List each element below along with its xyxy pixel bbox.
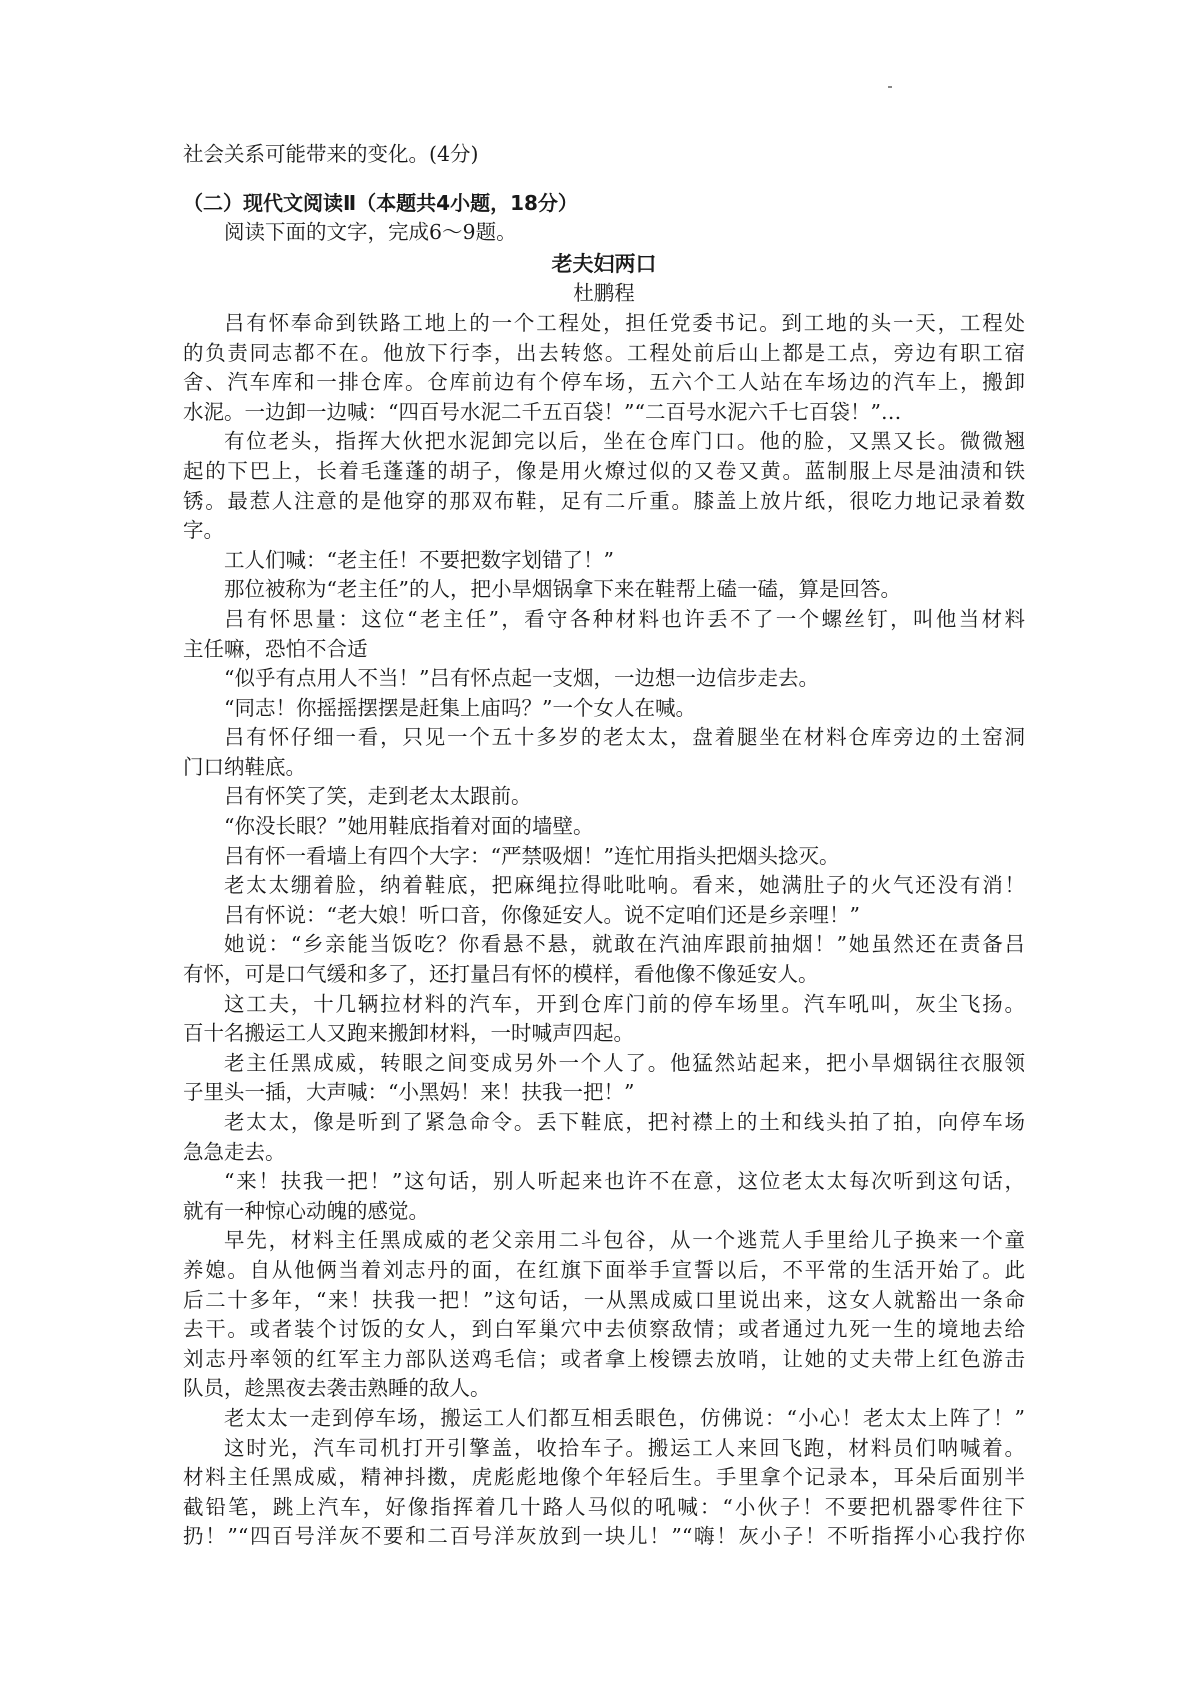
text-line: 字。 bbox=[183, 518, 224, 543]
text-line: 吕有怀奉命到铁路工地上的一个工程处，担任党委书记。到工地的头一天，工程处 bbox=[224, 310, 1025, 335]
text-line: 急急走去。 bbox=[183, 1139, 286, 1164]
text-line: “似乎有点用人不当！”吕有怀点起一支烟，一边想一边信步走去。 bbox=[224, 666, 819, 691]
text-line: 吕有怀思量：这位“老主任”，看守各种材料也许丢不了一个螺丝钉，叫他当材料 bbox=[224, 606, 1025, 631]
text-line: 舍、汽车库和一排仓库。仓库前边有个停车场，五六个工人站在车场边的汽车上，搬卸 bbox=[183, 370, 1025, 395]
page-content bbox=[183, 140, 1025, 1552]
text-line: “同志！你摇摇摆摆是赶集上庙吗？”一个女人在喊。 bbox=[224, 695, 696, 720]
text-line: 老太太，像是听到了紧急命令。丢下鞋底，把衬襟上的土和线头拍了拍，向停车场 bbox=[224, 1110, 1025, 1134]
text-line: 吕有怀一看墙上有四个大字：“严禁吸烟！”连忙用指头把烟头捻灭。 bbox=[224, 843, 840, 868]
text-line: 这时光，汽车司机打开引擎盖，收拾车子。搬运工人来回飞跑，材料员们呐喊着。 bbox=[224, 1435, 1025, 1460]
previous-question-tail: 社会关系可能带来的变化。(4分) bbox=[183, 142, 479, 166]
section-instruction: 阅读下面的文字，完成6～9题。 bbox=[224, 220, 517, 245]
text-line: 她说：“乡亲能当饭吃？你看悬不悬，就敢在汽油库跟前抽烟！”她虽然还在责备吕 bbox=[224, 932, 1025, 957]
text-line: 截铅笔，跳上汽车，好像指挥着几十路人马似的吼喊：“小伙子！不要把机器零件往下 bbox=[183, 1494, 1025, 1519]
text-line: 这工夫，十几辆拉材料的汽车，开到仓库门前的停车场里。汽车吼叫，灰尘飞扬。 bbox=[224, 991, 1025, 1016]
text-line: 材料主任黑成威，精神抖擞，虎彪彪地像个年轻后生。手里拿个记录本，耳朵后面别半 bbox=[183, 1465, 1025, 1490]
scan-speck bbox=[888, 86, 892, 88]
section-title: （二）现代文阅读Ⅱ（本题共4小题，18分） bbox=[183, 190, 578, 215]
text-line: 吕有怀仔细一看，只见一个五十多岁的老太太，盘着腿坐在材料仓库旁边的土窑洞 bbox=[224, 725, 1025, 750]
text-line: 主任嘛，恐怕不合适 bbox=[183, 636, 368, 661]
text-line: 吕有怀笑了笑，走到老太太跟前。 bbox=[224, 784, 532, 809]
text-line: 门口纳鞋底。 bbox=[183, 754, 306, 779]
text-line: 扔！”“四百号洋灰不要和二百号洋灰放到一块儿！”“嗨！灰小子！不听指挥小心我拧你 bbox=[183, 1524, 1025, 1549]
text-line: “来！扶我一把！”这句话，别人听起来也许不在意，这位老太太每次听到这句话， bbox=[224, 1169, 1025, 1194]
text-line: 吕有怀说：“老大娘！听口音，你像延安人。说不定咱们还是乡亲哩！” bbox=[224, 902, 860, 927]
text-line: 水泥。一边卸一边喊：“四百号水泥二千五百袋！”“二百号水泥六千七百袋！”… bbox=[183, 399, 902, 424]
story-body bbox=[183, 309, 1025, 1552]
text-line: 队员，趁黑夜去袭击熟睡的敌人。 bbox=[183, 1376, 491, 1401]
text-line: 早先，材料主任黑成威的老父亲用二斗包谷，从一个逃荒人手里给儿子换来一个童 bbox=[224, 1228, 1025, 1253]
story-author: 杜鹏程 bbox=[573, 281, 635, 306]
text-line: 老太太一走到停车场，搬运工人们都互相丢眼色，仿佛说：“小心！老太太上阵了！” bbox=[224, 1405, 1025, 1430]
text-line: 工人们喊：“老主任！不要把数字划错了！” bbox=[224, 547, 614, 572]
text-line: 百十名搬运工人又跑来搬卸材料，一时喊声四起。 bbox=[183, 1021, 634, 1046]
text-line: 老主任黑成威，转眼之间变成另外一个人了。他猛然站起来，把小旱烟锅往衣服领 bbox=[224, 1050, 1025, 1075]
text-line: 养媳。自从他俩当着刘志丹的面，在红旗下面举手宣誓以后，不平常的生活开始了。此 bbox=[183, 1257, 1025, 1282]
text-line: 那位被称为“老主任”的人，把小旱烟锅拿下来在鞋帮上磕一磕，算是回答。 bbox=[224, 577, 901, 602]
text-line: 有位老头，指挥大伙把水泥卸完以后，坐在仓库门口。他的脸，又黑又长。微微翘 bbox=[224, 429, 1025, 454]
text-line: 后二十多年，“来！扶我一把！”这句话，一从黑成威口里说出来，这女人就豁出一条命 bbox=[183, 1287, 1025, 1312]
text-line: 的负责同志都不在。他放下行李，出去转悠。工程处前后山上都是工点，旁边有职工宿 bbox=[183, 340, 1025, 365]
story-title: 老夫妇两口 bbox=[551, 251, 657, 276]
text-line: 子里头一插，大声喊：“小黑妈！来！扶我一把！” bbox=[183, 1080, 635, 1105]
text-line: 起的下巴上，长着毛蓬蓬的胡子，像是用火燎过似的又卷又黄。蓝制服上尽是油渍和铁 bbox=[183, 458, 1025, 483]
text-line: 锈。最惹人注意的是他穿的那双布鞋，足有二斤重。膝盖上放片纸，很吃力地记录着数 bbox=[183, 488, 1025, 513]
text-line: 老太太绷着脸，纳着鞋底，把麻绳拉得吡吡响。看来，她满肚子的火气还没有消！ bbox=[224, 873, 1025, 898]
text-line: “你没长眼？”她用鞋底指着对面的墙壁。 bbox=[224, 814, 594, 839]
text-line: 刘志丹率领的红军主力部队送鸡毛信；或者拿上梭镖去放哨，让她的丈夫带上红色游击 bbox=[183, 1346, 1025, 1371]
text-line: 有怀，可是口气缓和多了，还打量吕有怀的模样，看他像不像延安人。 bbox=[183, 962, 819, 987]
text-line: 就有一种惊心动魄的感觉。 bbox=[183, 1198, 429, 1223]
text-line: 去干。或者装个讨饭的女人，到白军巢穴中去侦察敌情；或者通过九死一生的境地去给 bbox=[183, 1317, 1025, 1342]
